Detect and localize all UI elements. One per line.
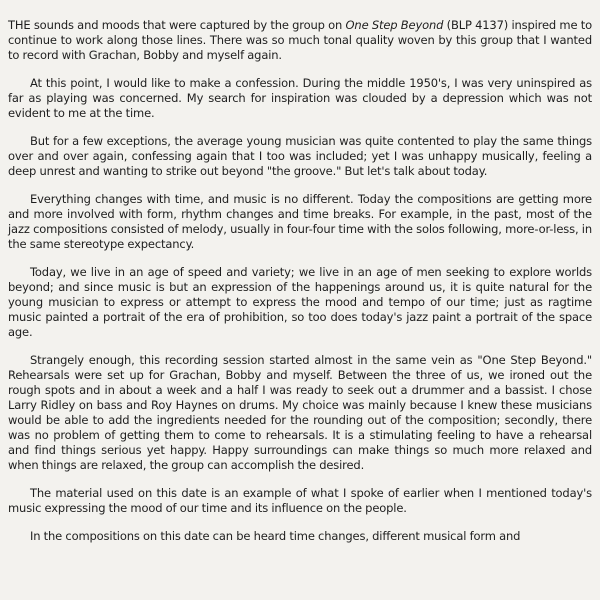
- paragraph-5: Today, we live in an age of speed and variety; we live in an age of men seeking to explore worlds beyond; and since music is but an expression of the happenings around us, it is quite natural for the young musician to express or attempt to express the mood and tempo of our time; just as ragtime music painted a portrait of the era of prohibition, so too does today's jazz paint a portrait of the space age.: [8, 265, 592, 339]
- paragraph-1-text-after: (BLP 4137) inspired me to continue to work along those lines. There was so much tonal quality woven by this group that I wanted to record with Grachan, Bobby and myself again.: [8, 18, 592, 62]
- paragraph-8: In the compositions on this date can be heard time changes, different musical form and: [30, 529, 521, 543]
- paragraph-6: Strangely enough, this recording session started almost in the same vein as "One Step Beyond." Rehearsals were set up for Grachan, Bobby and myself. Between the three of us, we ironed out the rough spots and in about a week and a half I was ready to seek out a drummer and a bassist. I chose Larry Ridley on bass and Roy Haynes on drums. My choice was mainly because I knew these musicians would be able to add the ingredients needed for the rounding out of the composition; secondly, there was no problem of getting them to come to rehearsals. It is a stimulating feeling to have a rehearsal and find things serious yet happy. Happy surroundings can make things so much more relaxed and when things are relaxed, the group can accomplish the desired.: [8, 353, 592, 472]
- paragraph-2: At this point, I would like to make a confession. During the middle 1950's, I was very uninspired as far as playing was concerned. My search for inspiration was clouded by a depression which was not evident to me at the time.: [8, 76, 592, 120]
- paragraph-1-text-before: THE sounds and moods that were captured by the group on: [8, 18, 346, 32]
- paragraph-4: Everything changes with time, and music is no different. Today the compositions are getting more and more involved with form, rhythm changes and time breaks. For example, in the past, most of the jazz compositions consisted of melody, usually in four-four time with the solos following, more-or-less, in the same stereotype expectancy.: [8, 192, 592, 251]
- paragraph-3: But for a few exceptions, the average young musician was quite contented to play the same things over and over again, confessing again that I too was included; yet I was unhappy musically, feeling a deep unrest and wanting to strike out beyond "the groove." But let's talk about today.: [8, 134, 592, 178]
- paragraph-1: [8, 18, 592, 63]
- album-title: One Step Beyond: [345, 18, 444, 32]
- paragraph-7: The material used on this date is an example of what I spoke of earlier when I mentioned today's music expressing the mood of our time and its influence on the people.: [8, 486, 592, 515]
